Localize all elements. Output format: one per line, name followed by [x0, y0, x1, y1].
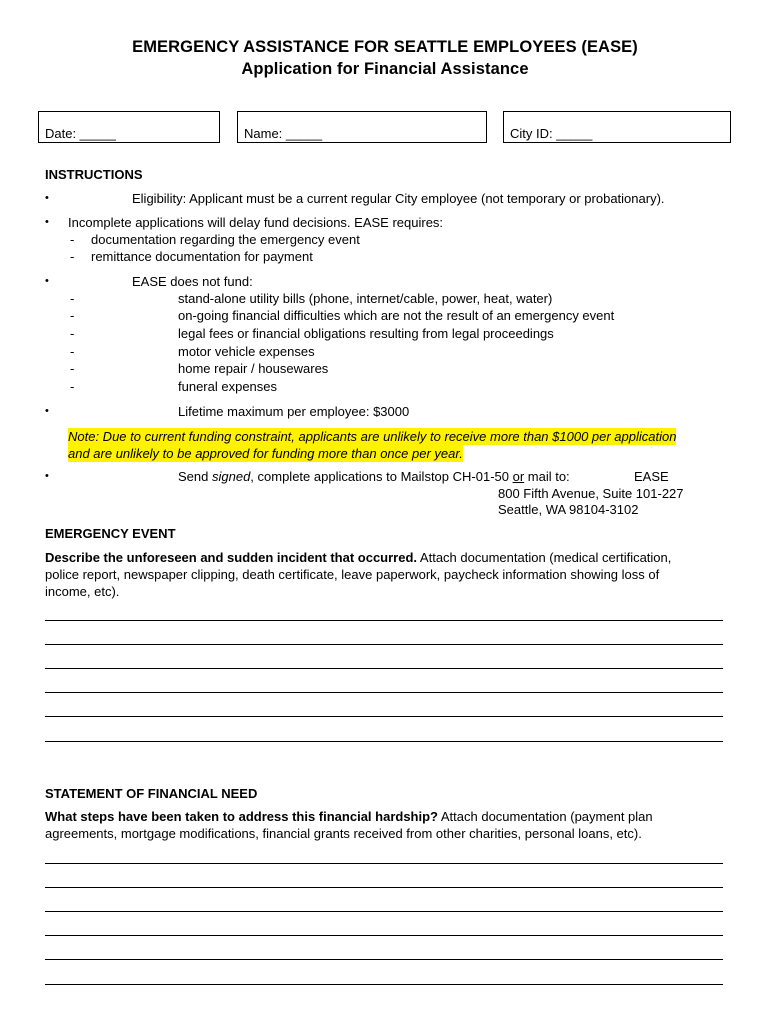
bullet-icon: • — [45, 192, 49, 204]
city-id-label: City ID: _____ — [510, 126, 593, 141]
incomplete-text: Incomplete applications will delay fund decisions. EASE requires: — [68, 215, 444, 230]
form-subtitle: Application for Financial Assistance — [241, 60, 529, 78]
send-signed: signed — [211, 469, 251, 484]
bullet-icon: • — [45, 405, 49, 417]
bullet-icon: • — [45, 216, 49, 228]
emergency-line3: income, etc). — [45, 584, 120, 599]
emergency-answer-line[interactable] — [45, 644, 723, 645]
address-line: EASE — [634, 469, 669, 484]
not-fund-item: funeral expenses — [178, 379, 278, 394]
funding-note-line2: and are unlikely to be approved for funding more than once per year. — [68, 446, 463, 461]
date-label: Date: _____ — [45, 126, 116, 141]
financial-answer-line[interactable] — [45, 984, 723, 985]
dash-icon: - — [70, 232, 75, 247]
name-label: Name: _____ — [244, 126, 323, 141]
financial-question: What steps have been taken to address this financial hardship? — [45, 809, 438, 824]
dash-icon: - — [70, 291, 75, 306]
emergency-question: Describe the unforeseen and sudden incident that occurred. — [45, 550, 418, 565]
dash-icon: - — [70, 344, 75, 359]
requires-item: documentation regarding the emergency event — [91, 232, 360, 247]
dash-icon: - — [70, 379, 75, 394]
send-prefix: Send — [178, 469, 212, 484]
dash-icon: - — [70, 326, 75, 341]
address-line: Seattle, WA 98104-3102 — [498, 502, 639, 517]
financial-answer-line[interactable] — [45, 863, 723, 864]
bullet-icon: • — [45, 275, 49, 287]
requires-item: remittance documentation for payment — [91, 249, 313, 264]
not-fund-item: motor vehicle expenses — [178, 344, 315, 359]
date-field[interactable] — [38, 111, 220, 143]
financial-answer-line[interactable] — [45, 959, 723, 960]
dash-icon: - — [70, 308, 75, 323]
address-line: 800 Fifth Avenue, Suite 101-227 — [498, 486, 684, 501]
emergency-answer-line[interactable] — [45, 692, 723, 693]
bullet-icon: • — [45, 470, 49, 482]
dash-icon: - — [70, 361, 75, 376]
financial-description — [45, 808, 653, 825]
financial-line2: agreements, mortgage modifications, financial grants received from other charities, personal loans, etc). — [45, 826, 642, 841]
not-fund-item: home repair / housewares — [178, 361, 329, 376]
not-fund-intro: EASE does not fund: — [132, 274, 253, 289]
emergency-heading: EMERGENCY EVENT — [45, 526, 176, 541]
emergency-answer-line[interactable] — [45, 716, 723, 717]
financial-line1: Attach documentation (payment plan — [437, 809, 653, 824]
lifetime-max-text: Lifetime maximum per employee: $3000 — [178, 404, 410, 419]
city-id-field[interactable] — [503, 111, 731, 143]
instructions-heading: INSTRUCTIONS — [45, 167, 143, 182]
send-or: or — [512, 469, 525, 484]
eligibility-text: Eligibility: Applicant must be a current regular City employee (not temporary or probationary). — [132, 191, 665, 206]
emergency-answer-line[interactable] — [45, 668, 723, 669]
emergency-line1: Attach documentation (medical certification, — [417, 550, 672, 565]
financial-answer-line[interactable] — [45, 935, 723, 936]
emergency-line2: police report, newspaper clipping, death certificate, leave paperwork, paycheck information showing loss of — [45, 567, 660, 582]
name-field[interactable] — [237, 111, 487, 143]
emergency-answer-line[interactable] — [45, 741, 723, 742]
emergency-answer-line[interactable] — [45, 620, 723, 621]
form-title: EMERGENCY ASSISTANCE FOR SEATTLE EMPLOYEES (EASE) — [132, 38, 638, 56]
not-fund-item: on-going financial difficulties which are not the result of an emergency event — [178, 308, 615, 323]
not-fund-item: legal fees or financial obligations resulting from legal proceedings — [178, 326, 554, 341]
send-middle: , complete applications to Mailstop CH-01-50 — [250, 469, 513, 484]
not-fund-item: stand-alone utility bills (phone, internet/cable, power, heat, water) — [178, 291, 553, 306]
send-instructions — [178, 468, 570, 485]
financial-answer-line[interactable] — [45, 887, 723, 888]
send-suffix: mail to: — [524, 469, 570, 484]
financial-answer-line[interactable] — [45, 911, 723, 912]
funding-note-line1: Note: Due to current funding constraint, applicants are unlikely to receive more than $1000 per application — [68, 429, 677, 444]
financial-heading: STATEMENT OF FINANCIAL NEED — [45, 786, 258, 801]
emergency-description — [45, 549, 671, 566]
dash-icon: - — [70, 249, 75, 264]
